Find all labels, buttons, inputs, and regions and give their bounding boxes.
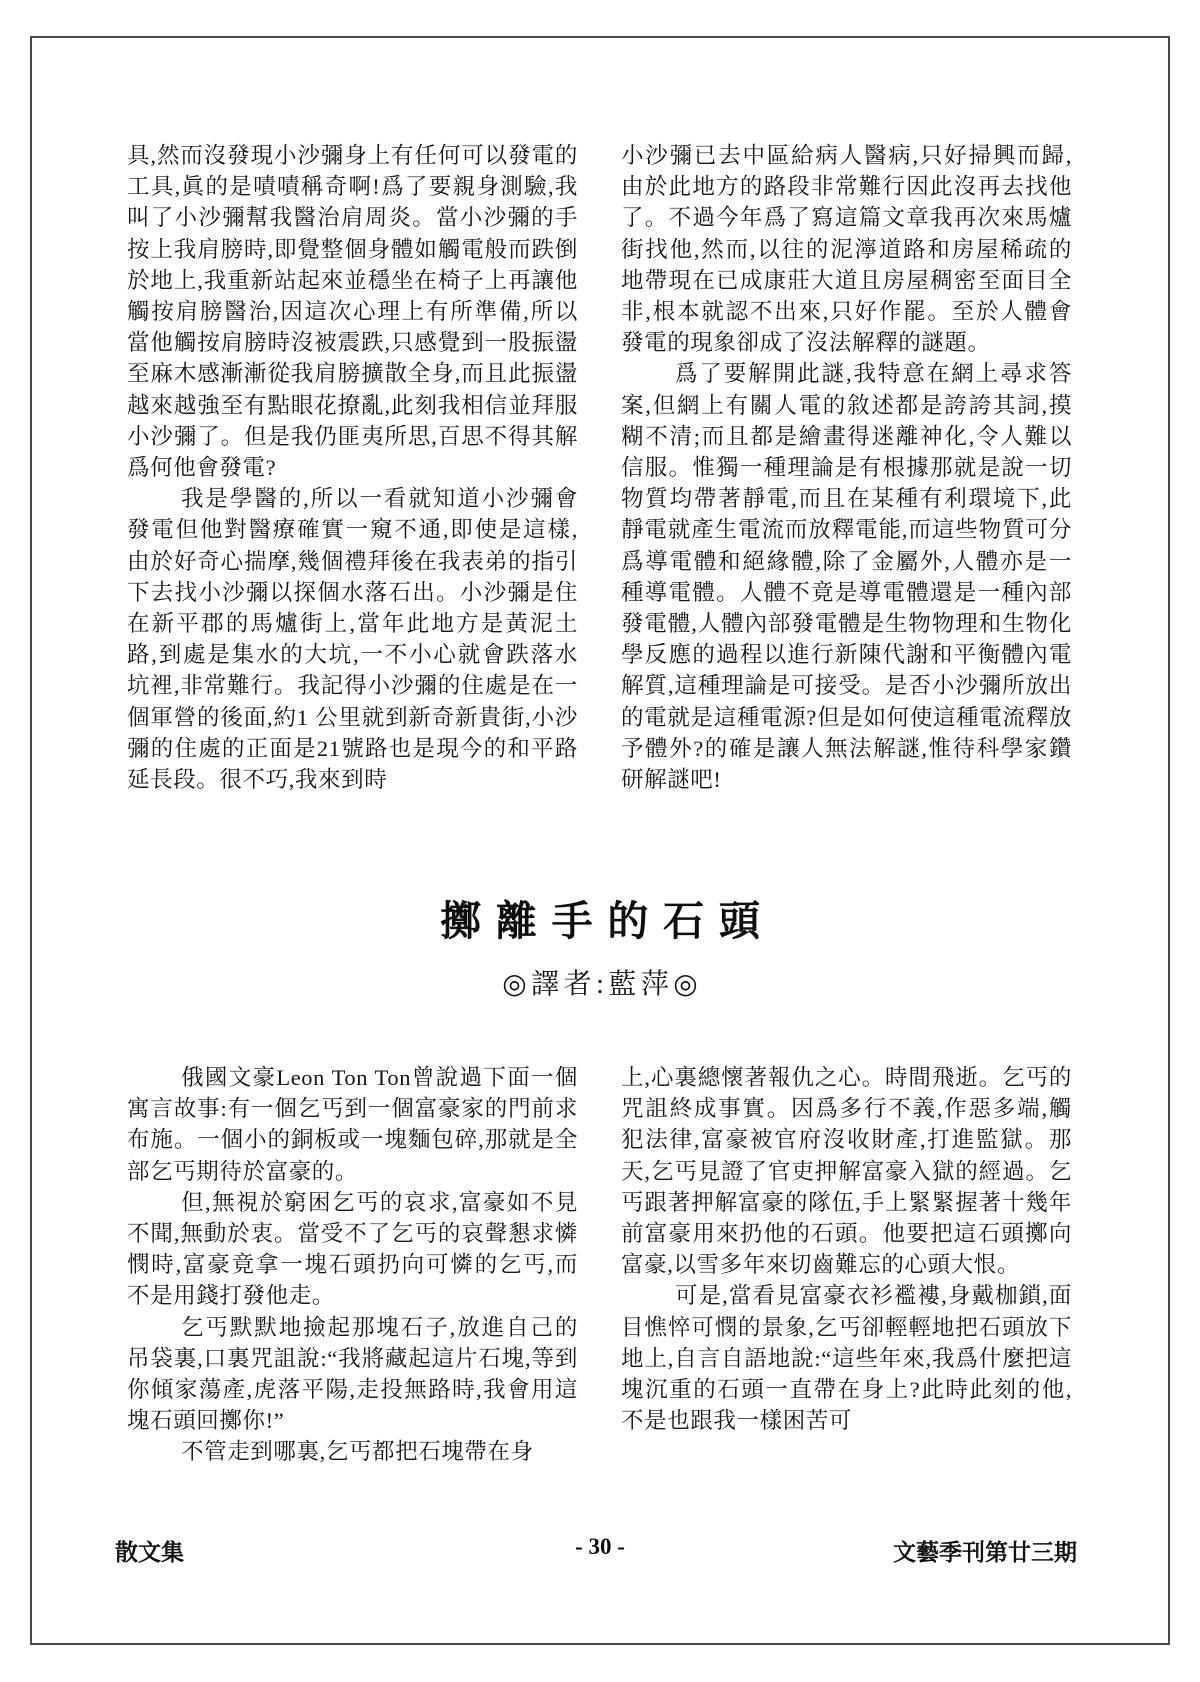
footer-book-title: 散文集 <box>115 1539 184 1565</box>
paragraph: 小沙彌已去中區給病人醫病,只好掃興而歸,由於此地方的路段非常難行因此沒再去找他了。不過今年爲了寫這篇文章我再次來馬爐街找他,然而,以往的泥濘道路和房屋稀疏的地帶現在已成康莊大道且房屋稠密至面目全非,根本就認不出來,只好作罷。至於人體會發電的現象卻成了沒法解釋的謎題。 <box>621 143 1072 356</box>
paragraph: 可是,當看見富豪衣衫襤褸,身戴枷鎖,面目憔悴可憫的景象,乞丐卻輕輕地把石頭放下地上,自言自語地說:“這些年來,我爲什麼把這塊沉重的石頭一直帶在身上?此時此刻的他,不是也跟我一樣困苦可 <box>621 1283 1072 1434</box>
article2-left-column <box>127 1062 578 1468</box>
paragraph: 不管走到哪裏,乞丐都把石塊帶在身 <box>181 1439 534 1465</box>
paragraph: 具,然而沒發現小沙彌身上有任何可以發電的工具,眞的是嘖嘖稱奇啊!爲了要親身測驗,我叫了小沙彌幫我醫治肩周炎。當小沙彌的手按上我肩膀時,即覺整個身體如觸電般而跌倒於地上,我重新站起來並穩坐在椅子上再讓他觸按肩膀醫治,因這次心理上有所準備,所以當他觸按肩膀時沒被震跌,只感覺到一股振盪至麻木感漸漸從我肩膀擴散全身,而且此振盪越來越強至有點眼花撩亂,此刻我相信並拜服小沙彌了。但是我仍匪夷所思,百思不得其解爲何他會發電? <box>127 143 578 481</box>
article2-right-column <box>621 1062 1072 1468</box>
article1-right-column <box>621 140 1072 795</box>
paragraph: 上,心裏總懷著報仇之心。時間飛逝。乞丐的咒詛終成事實。因爲多行不義,作惡多端,觸犯法律,富豪被官府沒收財產,打進監獄。那天,乞丐見證了官吏押解富豪入獄的經過。乞丐跟著押解富豪的隊伍,手上緊緊握著十幾年前富豪用來扔他的石頭。他要把這石頭擲向富豪,以雪多年來切齒難忘的心頭大恨。 <box>621 1065 1072 1278</box>
translator-byline: ◎譯者:藍萍◎ <box>502 969 703 1000</box>
footer-journal-issue: 文藝季刊第廿三期 <box>893 1539 1077 1565</box>
footer-page-number: - 30 - <box>575 1534 625 1559</box>
paragraph: 我是學醫的,所以一看就知道小沙彌會發電但他對醫療確實一窺不通,即使是這樣,由於好奇心揣摩,幾個禮拜後在我表弟的指引下去找小沙彌以探個水落石出。小沙彌是住在新平郡的馬爐街上,當年此地方是黃泥土路,到處是集水的大坑,一不小心就會跌落水坑裡,非常難行。我記得小沙彌的住處是在一個軍營的後面,約1 公里就到新奇新貴街,小沙彌的住處的正面是21號路也是現今的和平路延長段。很不巧,我來到時 <box>127 486 578 793</box>
article-title: 擲離手的石頭 <box>440 898 775 944</box>
article1-left-column <box>127 140 578 795</box>
article1-columns <box>127 140 1072 795</box>
paragraph: 爲了要解開此謎,我特意在網上尋求答案,但網上有關人電的敘述都是誇誇其詞,摸糊不清;而且都是繪畫得迷離神化,令人難以信服。惟獨一種理論是有根據那就是說一切物質均帶著靜電,而且在某種有利環境下,此靜電就產生電流而放釋電能,而這些物質可分爲導電體和絕緣體,除了金屬外,人體亦是一種導電體。人體不竟是導電體還是一種內部發電體,人體內部發電體是生物物理和生物化學反應的過程以進行新陳代謝和平衡體內電解質,這種理論是可接受。是否小沙彌所放出的電就是這種電源?但是如何使這種電流釋放予體外?的確是讓人無法解謎,惟待科學家鑽研解謎吧! <box>621 361 1072 793</box>
paragraph: 俄國文豪Leon Ton Ton曾說過下面一個寓言故事:有一個乞丐到一個富豪家的門前求布施。一個小的銅板或一塊麵包碎,那就是全部乞丐期待於富豪的。 <box>127 1065 578 1184</box>
paragraph: 乞丐默默地撿起那塊石子,放進自己的吊袋裏,口裏咒詛說:“我將藏起這片石塊,等到你傾家蕩產,虎落平陽,走投無路時,我會用這塊石頭回擲你!” <box>127 1314 578 1434</box>
article2-columns <box>127 1062 1072 1468</box>
paragraph: 但,無視於窮困乞丐的哀求,富豪如不見不聞,無動於衷。當受不了乞丐的哀聲懇求憐憫時,富豪竟拿一塊石頭扔向可憐的乞丐,而不是用錢打發他走。 <box>127 1189 578 1309</box>
